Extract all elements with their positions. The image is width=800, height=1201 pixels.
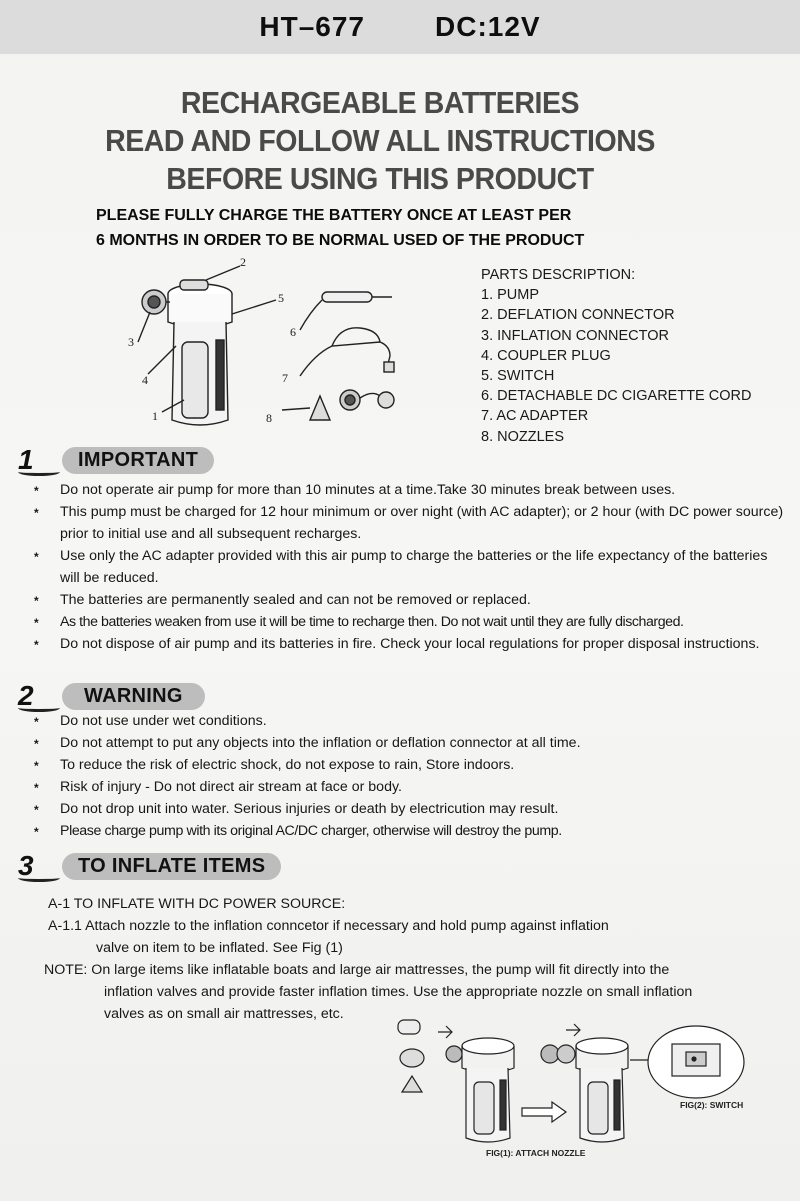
section-number: 1: [18, 444, 62, 476]
instruction-line: valve on item to be inflated. See Fig (1): [96, 940, 343, 956]
diagram-label-6: 6: [290, 325, 296, 339]
diagram-label-4: 4: [142, 373, 148, 387]
charge-notice-line: 6 MONTHS IN ORDER TO BE NORMAL USED OF THE PRODUCT: [96, 232, 585, 249]
figures-illustration: [390, 1010, 790, 1160]
section-number: 2: [18, 680, 62, 712]
diagram-label-7: 7: [282, 371, 288, 385]
diagram-label-5: 5: [278, 291, 284, 305]
nozzles-illustration: [282, 390, 394, 420]
parts-heading: PARTS DESCRIPTION:: [481, 267, 636, 283]
diagram-label-1: 1: [152, 409, 158, 423]
list-item: * Do not drop unit into water. Serious injuries or death by electricution may result.: [30, 798, 790, 820]
list-item: * Do not dispose of air pump and its batteries in fire. Check your local regulations for proper disposal instructions.: [30, 633, 790, 655]
ac-adapter-illustration: [300, 328, 394, 376]
fig1-caption: FIG(1): ATTACH NOZZLE: [486, 1148, 586, 1158]
parts-item: 5. SWITCH: [481, 368, 555, 385]
parts-item: 2. DEFLATION CONNECTOR: [481, 307, 675, 324]
parts-description: [481, 265, 791, 447]
charge-notice-line: PLEASE FULLY CHARGE THE BATTERY ONCE AT LEAST PER: [96, 207, 572, 224]
big-arrow-icon: [522, 1102, 566, 1122]
note-line: NOTE: On large items like inflatable boats and large air mattresses, the pump will fit directly into the: [44, 962, 670, 978]
parts-item: 6. DETACHABLE DC CIGARETTE CORD: [481, 388, 752, 405]
list-item: * Do not use under wet conditions.: [30, 710, 790, 732]
diagram-label-2: 2: [240, 255, 246, 269]
instruction-heading: A-1 TO INFLATE WITH DC POWER SOURCE:: [48, 896, 346, 912]
arrow-icon: [438, 1026, 452, 1038]
important-heading: [18, 446, 214, 474]
section-label: TO INFLATE ITEMS: [62, 853, 281, 880]
charge-notice: [96, 203, 736, 253]
pump-icon: [446, 1038, 514, 1142]
pump-icon: [541, 1038, 628, 1142]
list-item: * Do not operate air pump for more than 10 minutes at a time.Take 30 minutes break between uses.: [30, 479, 790, 501]
fig2-caption: FIG(2): SWITCH: [680, 1100, 744, 1110]
list-item: * As the batteries weaken from use it will be time to recharge then. Do not wait until they are fully discharged.: [30, 611, 790, 633]
section-number: 3: [18, 850, 62, 882]
diagram-label-3: 3: [128, 335, 134, 349]
page-title: [30, 84, 729, 198]
title-line: RECHARGEABLE BATTERIES: [180, 85, 580, 120]
diagram-label-8: 8: [266, 411, 272, 425]
important-list: [30, 479, 790, 655]
section-label: WARNING: [62, 683, 205, 710]
voltage-label: DC:12V: [435, 11, 541, 42]
parts-item: 7. AC ADAPTER: [481, 408, 589, 425]
model-number: HT–677: [259, 11, 366, 42]
list-item: * Please charge pump with its original AC/DC charger, otherwise will destroy the pump.: [30, 820, 790, 842]
arrow-icon: [566, 1024, 580, 1036]
inflate-heading: [18, 852, 281, 880]
list-item: * This pump must be charged for 12 hour minimum or over night (with AC adapter); or 2 hour (with DC power source) prior to initial use and all subsequent recharges.: [30, 501, 790, 545]
warning-list: [30, 710, 790, 842]
instruction-line: A-1.1 Attach nozzle to the inflation conncetor if necessary and hold pump against inflation: [48, 918, 609, 934]
note-line: inflation valves and provide faster inflation times. Use the appropriate nozzle on small inflation: [104, 984, 693, 1000]
list-item: * To reduce the risk of electric shock, do not expose to rain, Store indoors.: [30, 754, 790, 776]
product-diagram: [110, 250, 430, 440]
warning-heading: [18, 682, 205, 710]
parts-item: 4. COUPLER PLUG: [481, 347, 611, 364]
title-line: BEFORE USING THIS PRODUCT: [166, 161, 594, 196]
parts-item: 8. NOZZLES: [481, 428, 564, 445]
inflate-instructions: [44, 893, 778, 1025]
dc-cord-illustration: [300, 292, 392, 330]
list-item: * Use only the AC adapter provided with this air pump to charge the batteries or the life expectancy of the batteries will be reduced.: [30, 545, 790, 589]
header-bar: [0, 0, 800, 54]
list-item: * Do not attempt to put any objects into the inflation or deflation connector at all time.: [30, 732, 790, 754]
switch-callout: [630, 1026, 744, 1098]
list-item: * Risk of injury - Do not direct air stream at face or body.: [30, 776, 790, 798]
section-label: IMPORTANT: [62, 447, 214, 474]
list-item: * The batteries are permanently sealed and can not be removed or replaced.: [30, 589, 790, 611]
parts-item: 3. INFLATION CONNECTOR: [481, 327, 669, 344]
nozzle-set-icon: [398, 1020, 424, 1092]
title-line: READ AND FOLLOW ALL INSTRUCTIONS: [105, 123, 655, 158]
parts-item: 1. PUMP: [481, 287, 540, 304]
note-line: valves as on small air mattresses, etc.: [104, 1006, 344, 1022]
pump-illustration: [142, 280, 232, 425]
